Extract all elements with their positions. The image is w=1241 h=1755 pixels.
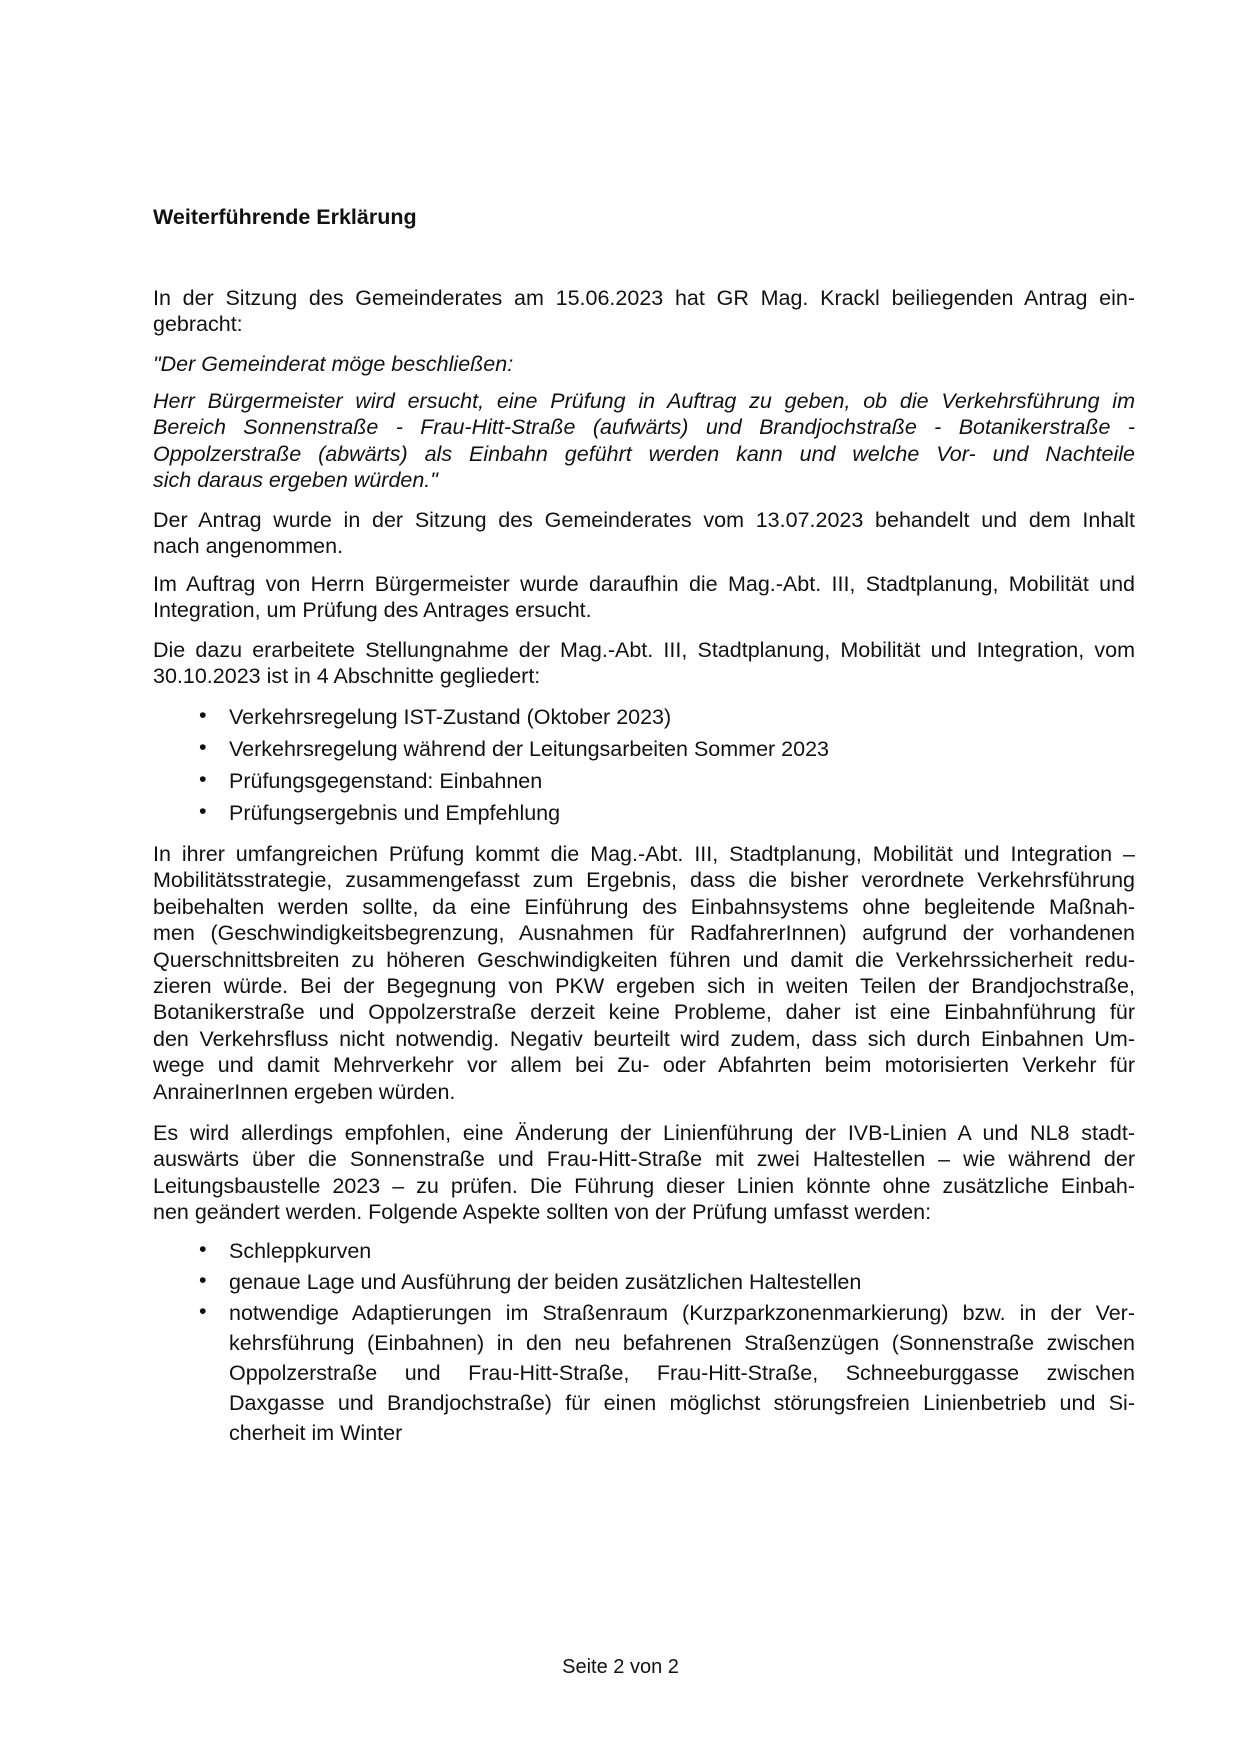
list-item-text [229,1267,1135,1297]
text-line: kehrsführung (Einbahnen) in den neu befahrenen Straßenzügen (Sonnenstraße zwischen [229,1331,1135,1355]
paragraph-result [153,841,1135,1105]
quote-motion-text [153,388,1135,494]
text-line: 30.10.2023 ist in 4 Abschnitte gegliedert: [153,664,541,689]
text-line: Die dazu erarbeitete Stellungnahme der Mag.-Abt. III, Stadtplanung, Mobilität und Integration, vom [153,638,1135,662]
text-line: Oppolzerstraße und Frau-Hitt-Straße, Frau-Hitt-Straße, Schneeburggasse zwischen [229,1361,1135,1385]
text-line: Herr Bürgermeister wird ersucht, eine Prüfung in Auftrag zu geben, ob die Verkehrsführung im [153,389,1135,413]
text-line: zieren würde. Bei der Begegnung von PKW ergeben sich in weiten Teilen der Brandjochstraße, [153,974,1135,999]
text-line: men (Geschwindigkeitsbegrenzung, Ausnahmen für RadfahrerInnen) aufgrund der vorhandenen [153,921,1135,946]
list-item-text [229,1298,1135,1448]
text-line: In ihrer umfangreichen Prüfung kommt die Mag.-Abt. III, Stadtplanung, Mobilität und Integration – [153,842,1135,866]
paragraph-intro [153,285,1135,338]
text-line: Prüfungsergebnis und Empfehlung [229,801,561,825]
text-line: sich daraus ergeben würden." [153,468,438,493]
text-line: Der Antrag wurde in der Sitzung des Gemeinderates vom 13.07.2023 behandelt und dem Inhalt [153,508,1135,532]
text-line: In der Sitzung des Gemeinderates am 15.06.2023 hat GR Mag. Krackl beiliegenden Antrag ein- [153,286,1135,310]
bullet-icon: • [199,767,207,791]
text-line: Bereich Sonnenstraße - Frau-Hitt-Straße (aufwärts) und Brandjochstraße - Botanikerstraße - [153,415,1135,440]
quote-motion-intro [153,351,1135,377]
paragraph-recommendation [153,1120,1135,1226]
bullet-icon: • [199,1299,207,1323]
list-item-text [229,766,1135,796]
text-line: den Verkehrsfluss nicht notwendig. Negativ beurteilt wird zudem, dass sich durch Einbahnen Um- [153,1026,1135,1051]
paragraph-treatment [153,507,1135,560]
document-heading: Weiterführende Erklärung [153,205,417,229]
text-line: genaue Lage und Ausführung der beiden zusätzlichen Haltestellen [229,1270,862,1294]
text-line: Oppolzerstraße (abwärts) als Einbahn geführt werden kann und welche Vor- und Nachteile [153,441,1135,466]
text-line: Daxgasse und Brandjochstraße) für einen möglichst störungsfreien Linienbetrieb und Si- [229,1391,1135,1415]
text-line: Querschnittsbreiten zu höheren Geschwindigkeiten führen und damit die Verkehrssicherheit redu- [153,947,1135,972]
text-line: Botanikerstraße und Oppolzerstraße derzeit keine Probleme, daher ist eine Einbahnführung für [153,1000,1135,1025]
list-item-text [229,734,1135,764]
text-line: Prüfungsgegenstand: Einbahnen [229,769,543,793]
text-line: cherheit im Winter [229,1421,403,1445]
paragraph-assignment [153,571,1135,624]
bullet-icon: • [199,735,207,759]
bullet-icon: • [199,1237,207,1261]
bullet-icon: • [199,799,207,823]
text-line: Leitungsbaustelle 2023 – zu prüfen. Die Führung dieser Linien könnte ohne zusätzliche Einbah- [153,1173,1135,1198]
text-line: auswärts über die Sonnenstraße und Frau-Hitt-Straße mit zwei Haltestellen – wie während der [153,1147,1135,1172]
list-item-text [229,798,1135,828]
text-line: Verkehrsregelung IST-Zustand (Oktober 2023) [229,705,672,729]
paragraph-statement [153,637,1135,690]
text-line: Es wird allerdings empfohlen, eine Änderung der Linienführung der IVB-Linien A und NL8 stadt- [153,1121,1135,1145]
text-line: wege und damit Mehrverkehr vor allem bei Zu- oder Abfahrten beim motorisierten Verkehr für [153,1053,1135,1078]
list-item-text [229,702,1135,732]
text-line: AnrainerInnen ergeben würden. [153,1079,456,1104]
bullet-icon: • [199,1268,207,1292]
text-line: Integration, um Prüfung des Antrages ersucht. [153,598,592,623]
text-line: nach angenommen. [153,534,344,559]
text-line: beibehalten werden sollte, da eine Einführung des Einbahnsystems ohne begleitende Maßnah- [153,894,1135,919]
text-line: notwendige Adaptierungen im Straßenraum (Kurzparkzonenmarkierung) bzw. in der Ver- [229,1301,1135,1325]
text-line: gebracht: [153,312,243,337]
text-line: "Der Gemeinderat möge beschließen: [153,352,514,376]
text-line: Verkehrsregelung während der Leitungsarbeiten Sommer 2023 [229,737,829,761]
page-footer: Seite 2 von 2 [562,1656,679,1678]
bullet-icon: • [199,703,207,727]
text-line: Mobilitätsstrategie, zusammengefasst zum Ergebnis, dass die bisher verordnete Verkehrsführung [153,868,1135,893]
text-line: Schleppkurven [229,1239,372,1263]
list-item-text [229,1236,1135,1266]
text-line: nen geändert werden. Folgende Aspekte sollten von der Prüfung umfasst werden: [153,1200,932,1225]
text-line: Im Auftrag von Herrn Bürgermeister wurde daraufhin die Mag.-Abt. III, Stadtplanung, Mobilität und [153,572,1135,596]
